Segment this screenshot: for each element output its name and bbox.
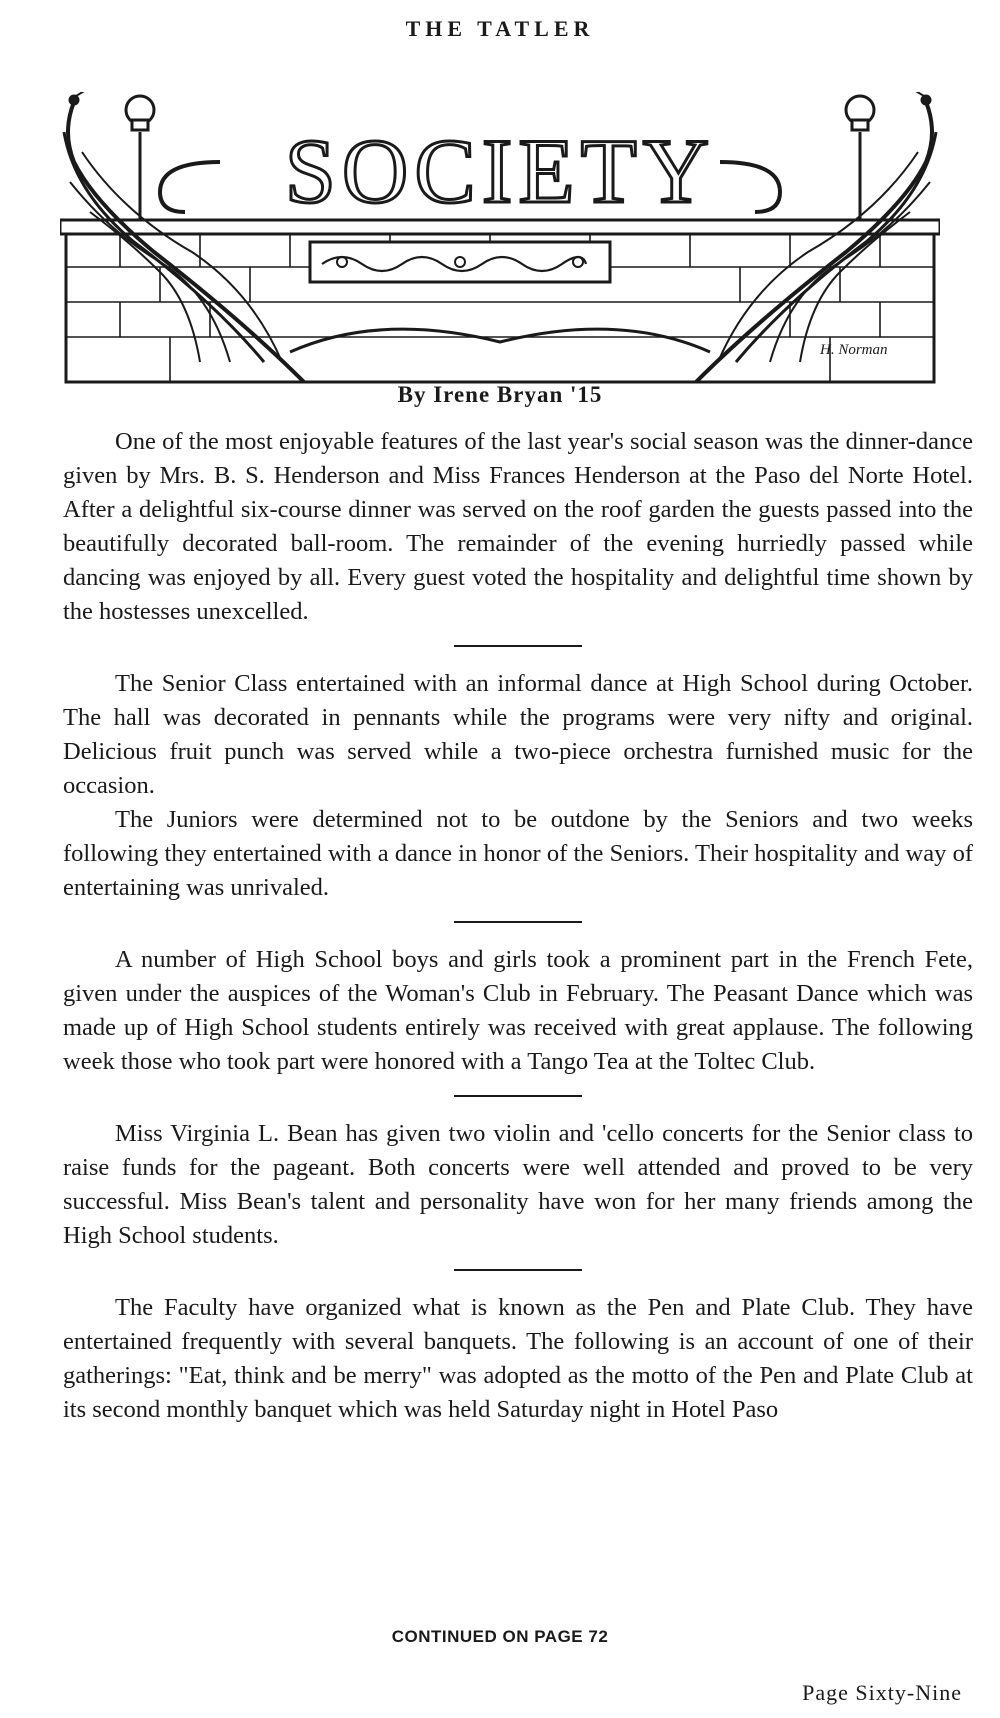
lamp-post-left [126,96,154,220]
byline: By Irene Bryan '15 [397,382,603,407]
banner-title: SOCIETY [284,120,716,222]
right-flourish [720,162,780,212]
paragraph-senior-dance: The Senior Class entertained with an informal dance at High School during October. The hall was decorated in pennants while the programs were very nifty and original. Delicious fruit punch was served while a two-piece orchestra furnished music for the occasion. [63,670,973,799]
article-body [63,425,973,1427]
paragraph-pen-and-plate: The Faculty have organized what is known as the Pen and Plate Club. They have entertained frequently with several banquets. The following is an account of one of their gatherings: "Eat, think and be merry" was adopted as the motto of the Pen and Plate Club at its second monthly banquet which was held Saturday night in Hotel Paso [63,1294,973,1423]
paragraph-french-fete: A number of High School boys and girls took a prominent part in the French Fete, given under the auspices of the Woman's Club in February. The Peasant Dance which was made up of High School students entirely was received with great applause. The following week those who took part were honored with a Tango Tea at the Toltec Club. [63,946,973,1075]
page-number: Page Sixty-Nine [802,1680,962,1705]
left-flourish [160,162,220,212]
section-divider [454,1095,582,1097]
section-divider [454,645,582,647]
paragraph-dinner-dance: One of the most enjoyable features of the last year's social season was the dinner-dance given by Mrs. B. S. Henderson and Miss Frances Henderson at the Paso del Norte Hotel. After a delightful six-course dinner was served on the roof garden the guests passed into the beautifully decorated ball-room. The remainder of the evening hurriedly passed while dancing was enjoyed by all. Every guest voted the hospitality and delightful time shown by the hostesses unexcelled. [63,428,973,625]
paragraph-violin-concerts: Miss Virginia L. Bean has given two violin and 'cello concerts for the Senior class to raise funds for the pageant. Both concerts were well attended and proved to be very successful. Miss Bean's talent and personality have won for her many friends among the High School students. [63,1120,973,1249]
stone-wall [60,220,940,382]
running-head: THE TATLER [405,16,595,41]
paragraph-junior-dance: The Juniors were determined not to be outdone by the Seniors and two weeks following they entertained with a dance in honor of the Seniors. Their hospitality and way of entertaining was unrivaled. [63,806,973,901]
lamp-post-right [846,96,874,220]
continued-note: CONTINUED ON PAGE 72 [391,1627,609,1646]
section-divider [454,921,582,923]
artist-signature: H. Norman [820,342,888,358]
section-divider [454,1269,582,1271]
society-header-illustration [60,92,940,384]
